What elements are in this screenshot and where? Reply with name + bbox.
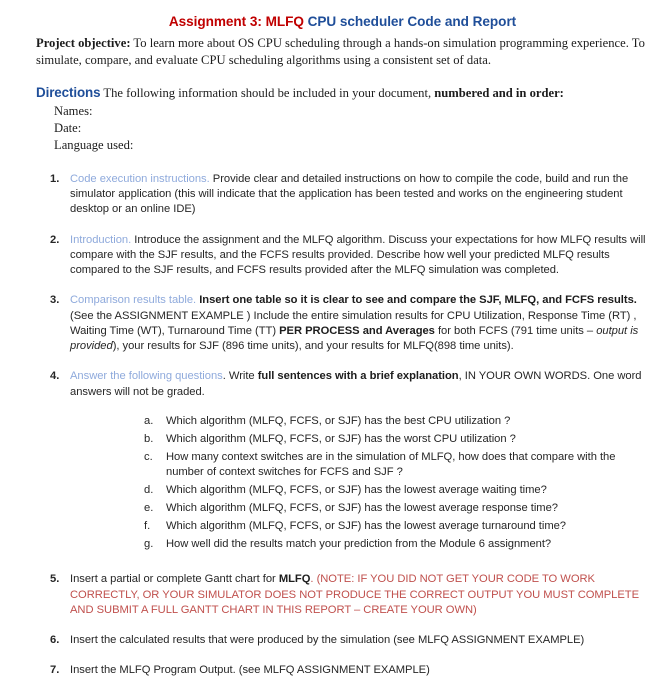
sub-question-e-letter: e. — [144, 502, 154, 515]
list-item-1-number: 1. — [50, 172, 60, 185]
directions-bold-tail: numbered and in order: — [434, 85, 564, 100]
requirements-list — [36, 172, 649, 679]
sub-question-e-text: Which algorithm (MLFQ, FCFS, or SJF) has the lowest average response time? — [166, 502, 558, 515]
field-date: Date: — [54, 120, 82, 135]
sub-question-d-text: Which algorithm (MLFQ, FCFS, or SJF) has the lowest average waiting time? — [166, 484, 547, 497]
list-item-1 — [36, 172, 649, 218]
sub-question-b-text: Which algorithm (MLFQ, FCFS, or SJF) has the worst CPU utilization ? — [166, 432, 516, 445]
list-item-2-lead-in: Introduction. — [70, 233, 132, 246]
list-item-2-body — [70, 233, 649, 279]
sub-question-e — [132, 501, 649, 516]
sub-question-b-letter: b. — [144, 432, 154, 445]
list-item-7-number: 7. — [50, 664, 60, 677]
directions-intro-text: The following information should be included in your document, — [100, 85, 435, 100]
list-item-5-warning-note: . (NOTE: IF YOU DID NOT GET YOUR CODE TO WORK CORRECTLY, OR YOUR SIMULATOR DOES NOT PRODUCE THE CORRECT OUTPUT YOU MUST COMPLETE AND SUBMIT A FULL GANTT CHART IN THIS REPORT – CREATE YOUR OWN) — [70, 573, 640, 616]
list-item-1-text: Provide clear and detailed instructions on how to compile the code, build and run the simulator application (this will indicate that the application has been tested and works on the engineering student desktop or an online IDE) — [70, 172, 629, 216]
list-item-6-number: 6. — [50, 634, 60, 647]
sub-question-a-letter: a. — [144, 414, 154, 427]
sub-question-c — [132, 450, 649, 481]
page-title-red-part: Assignment 3: MLFQ — [168, 14, 304, 29]
sub-question-g-text: How well did the results match your prediction from the Module 6 assignment? — [166, 537, 552, 550]
list-item-3-bold-2: PER PROCESS and Averages — [279, 324, 435, 337]
sub-question-f — [132, 519, 649, 534]
list-item-3-number: 3. — [50, 294, 60, 307]
list-item-3-body — [70, 293, 649, 354]
sub-question-f-text: Which algorithm (MLFQ, FCFS, or SJF) has the lowest average turnaround time? — [166, 520, 566, 533]
list-item-3-italic: output is provided — [70, 324, 639, 353]
list-item-5-bold: MLFQ — [278, 573, 311, 586]
list-item-5-body — [70, 572, 649, 618]
list-item-6 — [36, 633, 649, 648]
list-item-7 — [36, 663, 649, 678]
sub-question-d — [132, 483, 649, 498]
list-item-3-lead-in: Comparison results table. — [70, 294, 197, 307]
list-item-2-number: 2. — [50, 233, 60, 246]
field-language-used: Language used: — [54, 137, 134, 152]
fill-in-fields — [54, 103, 649, 154]
directions-paragraph — [36, 84, 649, 102]
sub-question-b — [132, 432, 649, 447]
list-item-4-plain-1: . Write — [222, 370, 258, 383]
sub-question-f-letter: f. — [144, 520, 151, 533]
sub-question-c-letter: c. — [144, 450, 153, 463]
sub-question-g — [132, 537, 649, 552]
list-item-4 — [36, 369, 649, 552]
sub-question-d-letter: d. — [144, 484, 154, 497]
project-objective-paragraph — [36, 35, 645, 68]
list-item-4-body — [70, 369, 649, 399]
list-item-3-plain-2: for both FCFS (791 time units – — [434, 324, 597, 337]
project-objective-label: Project objective: — [36, 36, 131, 51]
list-item-2-text: Introduce the assignment and the MLFQ algorithm. Discuss your expectations for how MLFQ results will compare with the SJF results, and the FCFS results provided. Describe how well your predicted MLFQ results compared to the SJF results, and FCFS results provided after the MLFQ simulation was completed. — [70, 233, 646, 277]
list-item-4-number: 4. — [50, 370, 60, 383]
list-item-3-plain-3: ), your results for SJF (896 time units), and your results for MLFQ(898 time units). — [112, 340, 514, 353]
list-item-1-lead-in: Code execution instructions. — [70, 172, 210, 185]
list-item-3 — [36, 293, 649, 354]
sub-question-list — [132, 414, 649, 553]
project-objective-text: To learn more about OS CPU scheduling through a hands-on simulation programming experience. To simulate, compare, and evaluate CPU scheduling algorithms using a consistent set of data. — [36, 36, 645, 68]
list-item-5 — [36, 572, 649, 618]
sub-question-g-letter: g. — [144, 537, 154, 550]
list-item-1-body — [70, 172, 649, 218]
directions-heading: Directions — [36, 84, 101, 100]
list-item-5-plain: Insert a partial or complete Gantt chart for — [70, 573, 279, 586]
page-title-blue-part: CPU scheduler Code and Report — [307, 14, 517, 29]
field-names: Names: — [54, 103, 93, 118]
sub-question-a-text: Which algorithm (MLFQ, FCFS, or SJF) has the best CPU utilization ? — [166, 414, 511, 427]
sub-question-c-text: How many context switches are in the simulation of MLFQ, how does that compare with the number of context switches for FCFS and SJF ? — [166, 450, 616, 479]
list-item-4-bold: full sentences with a brief explanation — [257, 370, 459, 383]
list-item-3-plain-1: (See the ASSIGNMENT EXAMPLE ) Include the entire simulation results for CPU Utilization, Response Time (RT) , Waiting Time (WT), Turnaround Time (TT) — [70, 309, 637, 337]
list-item-6-text: Insert the calculated results that were produced by the simulation (see MLFQ ASSIGNMENT EXAMPLE) — [70, 634, 585, 647]
list-item-2 — [36, 233, 649, 279]
list-item-7-text: Insert the MLFQ Program Output. (see MLFQ ASSIGNMENT EXAMPLE) — [70, 664, 430, 677]
list-item-5-number: 5. — [50, 573, 60, 586]
sub-question-a — [132, 414, 649, 429]
list-item-3-bold-1: Insert one table so it is clear to see and compare the SJF, MLFQ, and FCFS results. — [196, 294, 637, 307]
list-item-4-lead-in: Answer the following questions — [70, 370, 223, 383]
page-title — [36, 14, 649, 30]
list-item-4-plain-2: , IN YOUR OWN WORDS. One word answers will not be graded. — [70, 370, 642, 398]
